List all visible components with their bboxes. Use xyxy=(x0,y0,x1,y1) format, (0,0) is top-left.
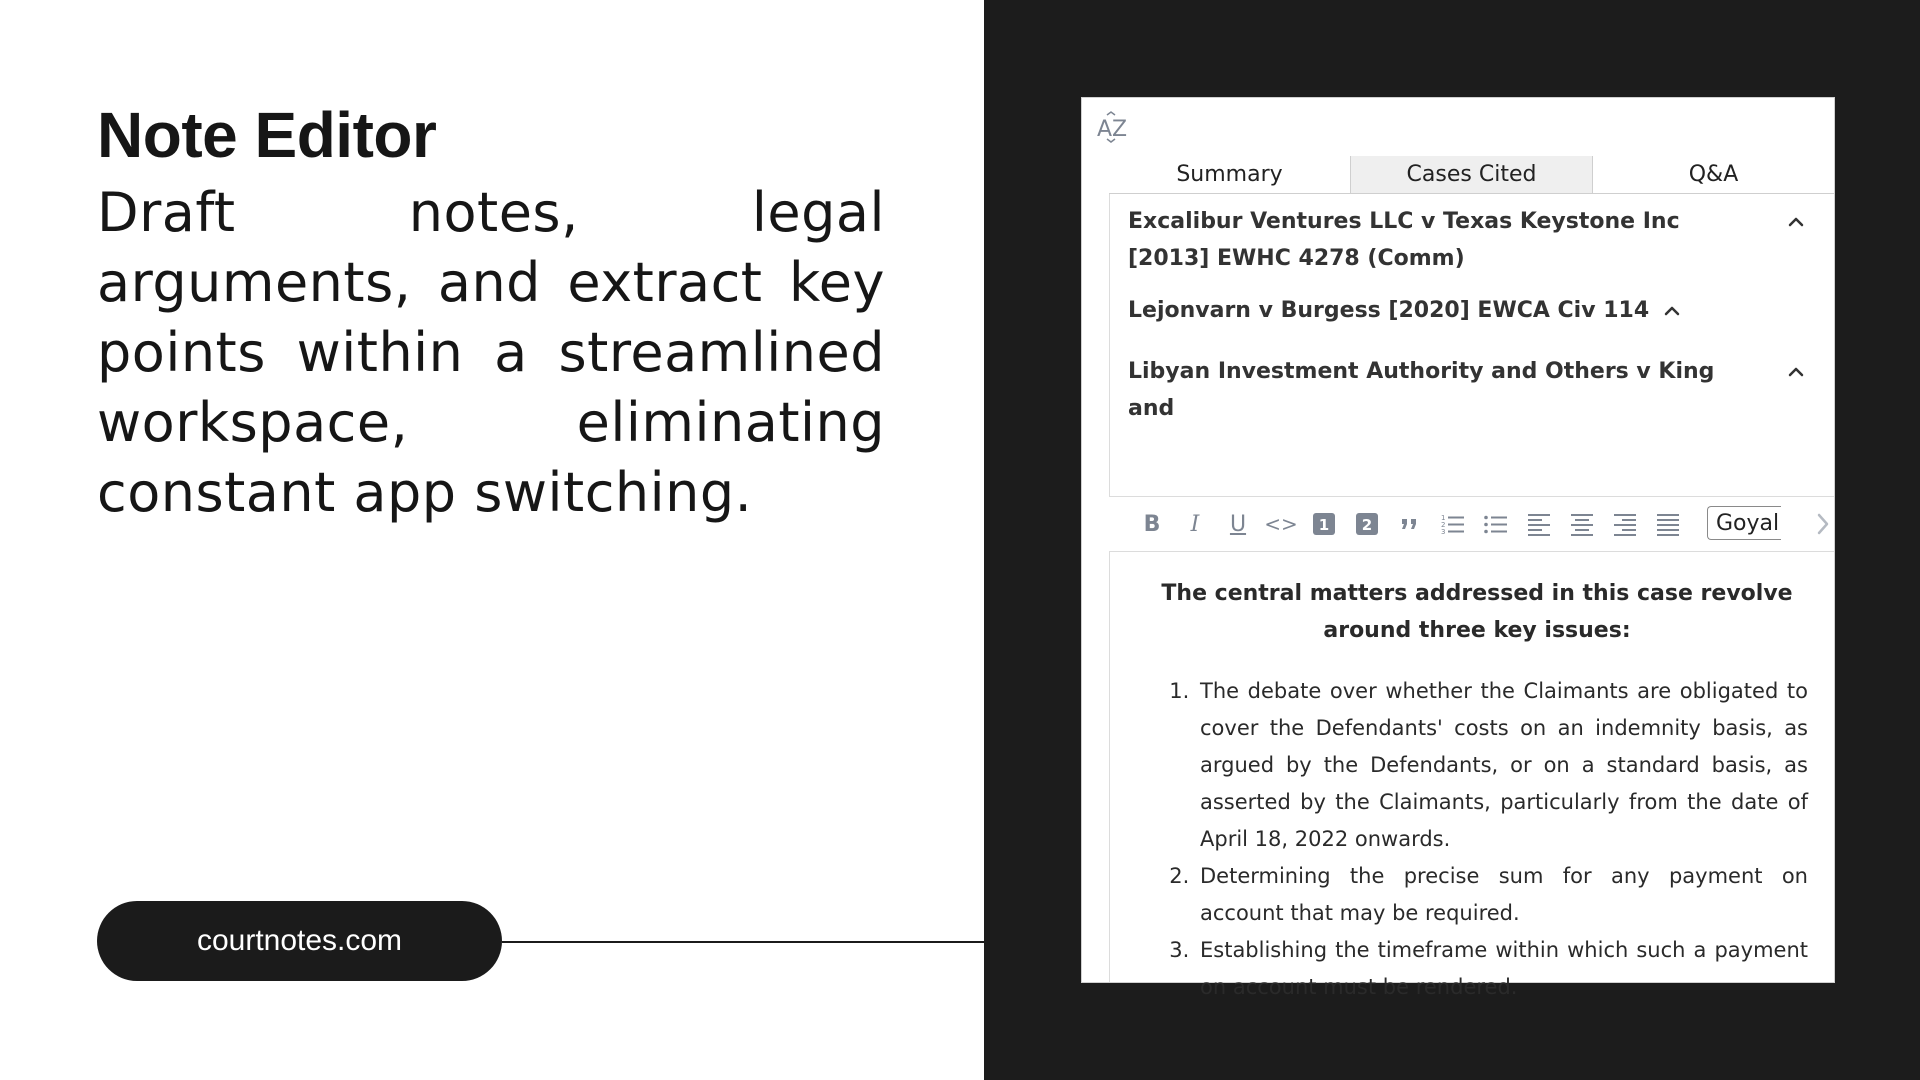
align-center-icon xyxy=(1569,511,1595,537)
cases-list xyxy=(1128,203,1818,421)
underline-button[interactable]: U xyxy=(1229,511,1247,537)
svg-text:2: 2 xyxy=(1441,521,1446,529)
italic-button[interactable]: I xyxy=(1190,511,1200,537)
panel-gutter xyxy=(1082,156,1110,982)
case-item[interactable] xyxy=(1128,353,1818,421)
case-item[interactable] xyxy=(1128,292,1681,329)
heading-1-button[interactable] xyxy=(1309,509,1339,539)
align-left-icon xyxy=(1526,511,1552,537)
hero-description: Draft notes, legal arguments, and extract key points within a streamlined workspace, eliminating constant app switching. xyxy=(97,181,885,524)
editor-toolbar xyxy=(1109,496,1834,552)
tab-bar xyxy=(1109,156,1834,194)
case-item[interactable] xyxy=(1128,203,1818,271)
app-panel xyxy=(1082,98,1834,999)
panel-topbar xyxy=(1082,98,1834,157)
case-title: Libyan Investment Authority and Others v King and xyxy=(1128,359,1715,421)
align-center-button[interactable] xyxy=(1567,509,1597,539)
align-justify-icon xyxy=(1655,511,1681,537)
align-left-button[interactable] xyxy=(1524,509,1554,539)
note-editor-content[interactable] xyxy=(1128,565,1808,1006)
chevron-up-icon[interactable] xyxy=(1663,305,1681,317)
editor-heading: The central matters addressed in this case revolve around three key issues: xyxy=(1161,581,1793,643)
heading-2-icon xyxy=(1354,511,1380,537)
blockquote-button[interactable] xyxy=(1395,509,1425,539)
bullet-list-icon xyxy=(1483,511,1509,537)
align-right-button[interactable] xyxy=(1610,509,1640,539)
svg-text:1: 1 xyxy=(1441,514,1446,522)
case-title: Excalibur Ventures LLC v Texas Keystone Inc [2013] EWHC 4278 (Comm) xyxy=(1128,209,1680,271)
tab-cases-cited[interactable]: Cases Cited xyxy=(1351,156,1593,193)
editor-numbered-list xyxy=(1128,673,1808,1006)
bold-button[interactable]: B xyxy=(1143,511,1161,537)
align-right-icon xyxy=(1612,511,1638,537)
code-button[interactable]: <> xyxy=(1264,512,1298,536)
quote-icon xyxy=(1397,511,1423,537)
chevron-up-icon[interactable] xyxy=(1787,216,1805,228)
ordered-list-icon xyxy=(1440,511,1466,537)
tab-summary[interactable]: Summary xyxy=(1109,156,1351,193)
svg-text:2: 2 xyxy=(1361,516,1373,534)
svg-text:1: 1 xyxy=(1318,516,1330,534)
tab-qa[interactable]: Q&A xyxy=(1593,156,1834,193)
align-justify-button[interactable] xyxy=(1653,509,1683,539)
bullet-list-button[interactable] xyxy=(1481,509,1511,539)
case-title: Lejonvarn v Burgess [2020] EWCA Civ 114 xyxy=(1128,298,1650,323)
svg-text:3: 3 xyxy=(1441,528,1446,536)
list-item: 1. The debate over whether the Claimants are obligated to cover the Defendants' costs on an indemnity basis, as argued by the Defendants, or on a standard basis, as asserted by the Claimants, particularly from the date of April 18, 2022 onwards. xyxy=(1196,673,1808,858)
ordered-list-button[interactable] xyxy=(1438,509,1468,539)
sort-az-icon[interactable] xyxy=(1096,112,1130,142)
list-item: 3. Establishing the timeframe within which such a payment on account must be rendered. xyxy=(1196,932,1808,1006)
font-family-select[interactable]: Goyal xyxy=(1707,506,1781,540)
chevron-up-icon[interactable] xyxy=(1787,366,1805,378)
svg-text:AZ: AZ xyxy=(1097,117,1128,142)
chevron-right-icon[interactable] xyxy=(1815,511,1831,537)
heading-1-icon xyxy=(1311,511,1337,537)
connector-line xyxy=(502,941,984,943)
hero-title: Note Editor xyxy=(97,99,437,171)
website-link-button[interactable]: courtnotes.com xyxy=(97,901,502,981)
list-item: 2. Determining the precise sum for any payment on account that may be required. xyxy=(1196,858,1808,932)
heading-2-button[interactable] xyxy=(1352,509,1382,539)
